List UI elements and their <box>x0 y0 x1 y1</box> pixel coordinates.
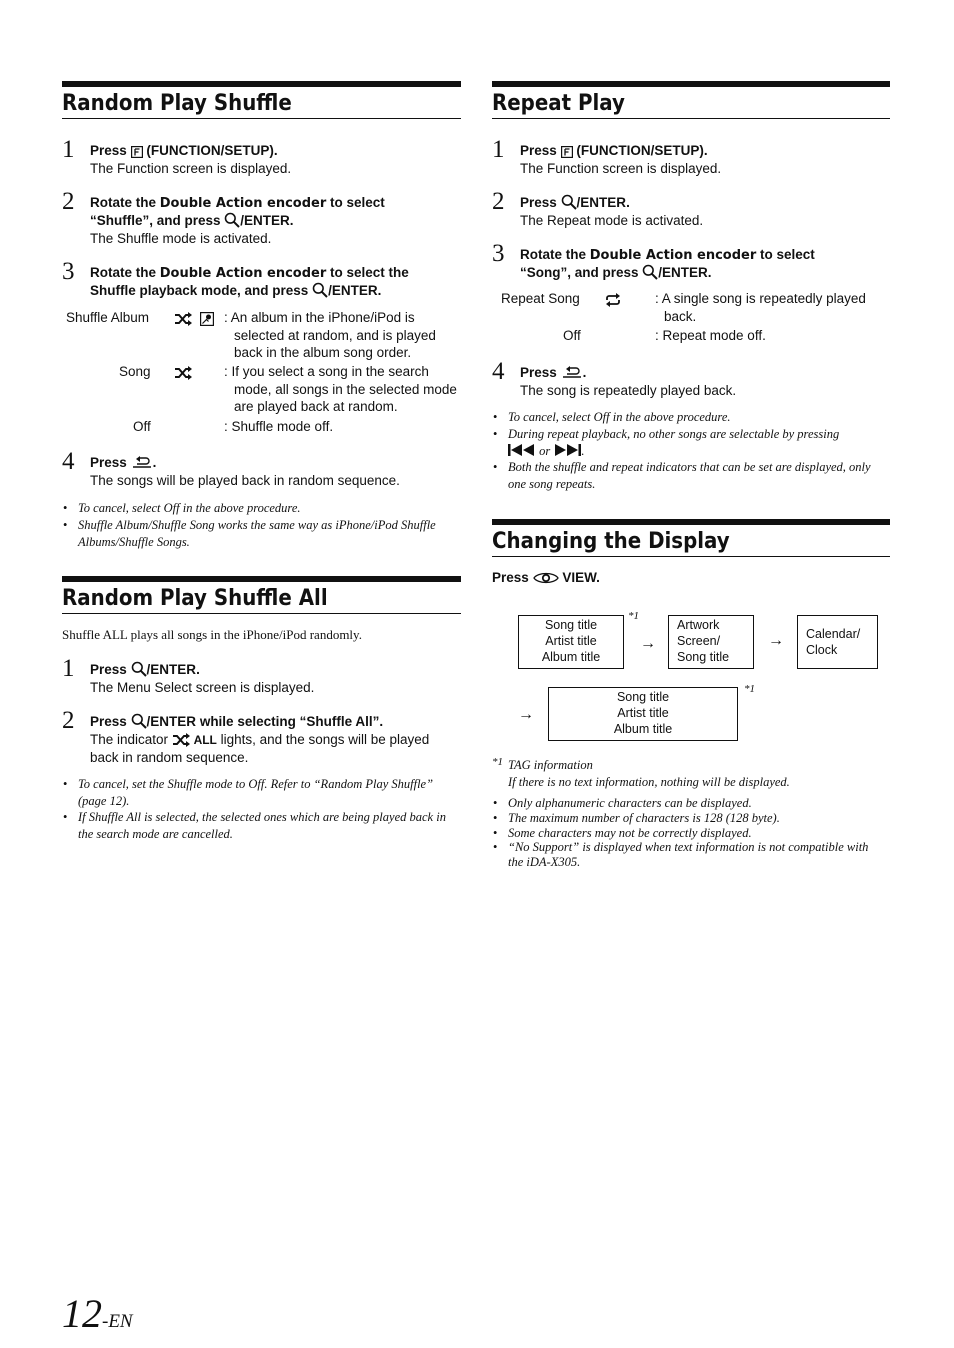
mode-desc-repeat-song: : A single song is repeatedly played back. <box>655 291 866 324</box>
step-result: The indicator ALL lights, and the songs will be played back in random sequence. <box>90 732 430 765</box>
footnote-marker: *1 <box>744 683 755 695</box>
step-instruction: Rotate the Double Action encoder to select <box>520 247 815 263</box>
display-box-artwork: Artwork Screen/ Song title <box>668 615 754 669</box>
mode-desc-off: : Shuffle mode off. <box>224 419 334 434</box>
step-number: 3 <box>492 240 505 267</box>
repeat-note-3: • Both the shuffle and repeat indicators that can be set are displayed, only one song repeats. <box>493 460 871 491</box>
step-instruction-line2: “Shuffle”, and press /ENTER. <box>90 213 294 228</box>
view-eye-icon <box>533 571 559 585</box>
step-instruction: Press /ENTER. <box>90 662 200 677</box>
shuffle-icon <box>174 312 192 326</box>
step-instruction: Press /ENTER. <box>520 195 630 210</box>
flow-arrow: → <box>768 632 784 649</box>
search-enter-icon <box>131 661 147 677</box>
repeat-note-1: • To cancel, select Off in the above procedure. <box>493 410 731 424</box>
next-track-icon <box>553 444 581 456</box>
step-result: The songs will be played back in random sequence. <box>90 473 400 488</box>
mode-label-off: Off <box>563 328 581 343</box>
step-instruction: Press (FUNCTION/SETUP). <box>90 143 278 158</box>
step-instruction-line2: “Song”, and press /ENTER. <box>520 265 712 280</box>
back-icon <box>561 366 583 380</box>
shuffle-icon <box>172 733 190 747</box>
section-title-shuffle: Random Play Shuffle <box>62 81 461 119</box>
display-note-2: • The maximum number of characters is 128 (128 byte). <box>493 811 780 825</box>
display-note-1: • Only alphanumeric characters can be displayed. <box>493 796 752 810</box>
shuffle-note-2: • Shuffle Album/Shuffle Song works the same way as iPhone/iPod Shuffle Albums/Shuffle Songs. <box>63 518 436 549</box>
mode-desc-shuffle-album: : An album in the iPhone/iPod is selected at random, and is played back in the album song order. <box>224 310 436 360</box>
display-box-song-info: Song title Artist title Album title <box>518 615 624 669</box>
display-note-3: • Some characters may not be correctly displayed. <box>493 826 752 840</box>
search-enter-icon <box>561 194 577 210</box>
step-instruction: Press (FUNCTION/SETUP). <box>520 143 708 158</box>
footnote-text: TAG information If there is no text information, nothing will be displayed. <box>508 758 790 789</box>
display-box-song-info-2: Song title Artist title Album title <box>548 687 738 741</box>
back-icon <box>131 456 153 470</box>
search-enter-icon <box>312 282 328 298</box>
step-result: The Shuffle mode is activated. <box>90 231 272 246</box>
step-number: 1 <box>62 655 75 682</box>
step-instruction: Press . <box>90 455 157 470</box>
step-instruction: Press . <box>520 365 587 380</box>
step-instruction: Rotate the Double Action encoder to select <box>90 195 385 211</box>
display-note-4: • “No Support” is displayed when text information is not compatible with the iDA-X305. <box>493 840 869 869</box>
step-number: 3 <box>62 258 75 285</box>
album-icon <box>200 312 214 326</box>
shuffle-all-intro: Shuffle ALL plays all songs in the iPhone/iPod randomly. <box>62 627 362 642</box>
section-title-repeat: Repeat Play <box>492 81 890 119</box>
shuffle-all-note-2: • If Shuffle All is selected, the selected ones which are being played back in the search mode are cancelled. <box>63 810 446 841</box>
step-number: 1 <box>492 136 505 163</box>
function-button-icon <box>131 146 143 158</box>
step-result: The song is repeatedly played back. <box>520 383 737 398</box>
function-button-icon <box>561 146 573 158</box>
step-instruction-line2: Shuffle playback mode, and press /ENTER. <box>90 283 382 298</box>
section-title-display: Changing the Display <box>492 519 890 557</box>
step-result: The Repeat mode is activated. <box>520 213 704 228</box>
mode-label-song: Song <box>119 364 151 379</box>
flow-arrow: → <box>640 635 656 652</box>
step-number: 2 <box>62 188 75 215</box>
step-number: 1 <box>62 136 75 163</box>
repeat-note-2: • During repeat playback, no other songs are selectable by pressing or . <box>493 427 840 458</box>
step-result: The Function screen is displayed. <box>90 161 292 176</box>
mode-desc-off: : Repeat mode off. <box>655 328 766 343</box>
previous-track-icon <box>508 444 536 456</box>
repeat-icon <box>604 293 622 307</box>
step-instruction: Rotate the Double Action encoder to select the <box>90 265 409 281</box>
page-number: 12-EN <box>62 1291 133 1336</box>
step-result: The Function screen is displayed. <box>520 161 722 176</box>
display-box-clock: Calendar/ Clock <box>797 615 878 669</box>
step-number: 4 <box>492 358 505 385</box>
section-title-shuffle-all: Random Play Shuffle All <box>62 576 461 614</box>
step-number: 2 <box>492 188 505 215</box>
footnote-mark: *1 <box>492 756 503 768</box>
step-result: The Menu Select screen is displayed. <box>90 680 315 695</box>
shuffle-icon <box>174 366 192 380</box>
step-instruction: Press /ENTER while selecting “Shuffle All”. <box>90 714 384 729</box>
mode-label-shuffle-album: Shuffle Album <box>66 310 150 325</box>
flow-arrow: → <box>518 706 534 723</box>
shuffle-all-note-1: • To cancel, set the Shuffle mode to Off. Refer to “Random Play Shuffle” (page 12). <box>63 777 434 808</box>
mode-label-off: Off <box>133 419 151 434</box>
mode-desc-song: : If you select a song in the search mode, all songs in the selected mode are played back at random. <box>224 364 457 414</box>
search-enter-icon <box>642 264 658 280</box>
all-indicator: ALL <box>193 733 217 747</box>
step-number: 2 <box>62 707 75 734</box>
mode-label-repeat-song: Repeat Song <box>501 291 580 306</box>
step-number: 4 <box>62 448 75 475</box>
shuffle-note-1: • To cancel, select Off in the above procedure. <box>63 501 301 515</box>
view-instruction: Press VIEW. <box>492 570 600 585</box>
search-enter-icon <box>131 713 147 729</box>
footnote-marker: *1 <box>628 610 639 622</box>
search-enter-icon <box>224 212 240 228</box>
